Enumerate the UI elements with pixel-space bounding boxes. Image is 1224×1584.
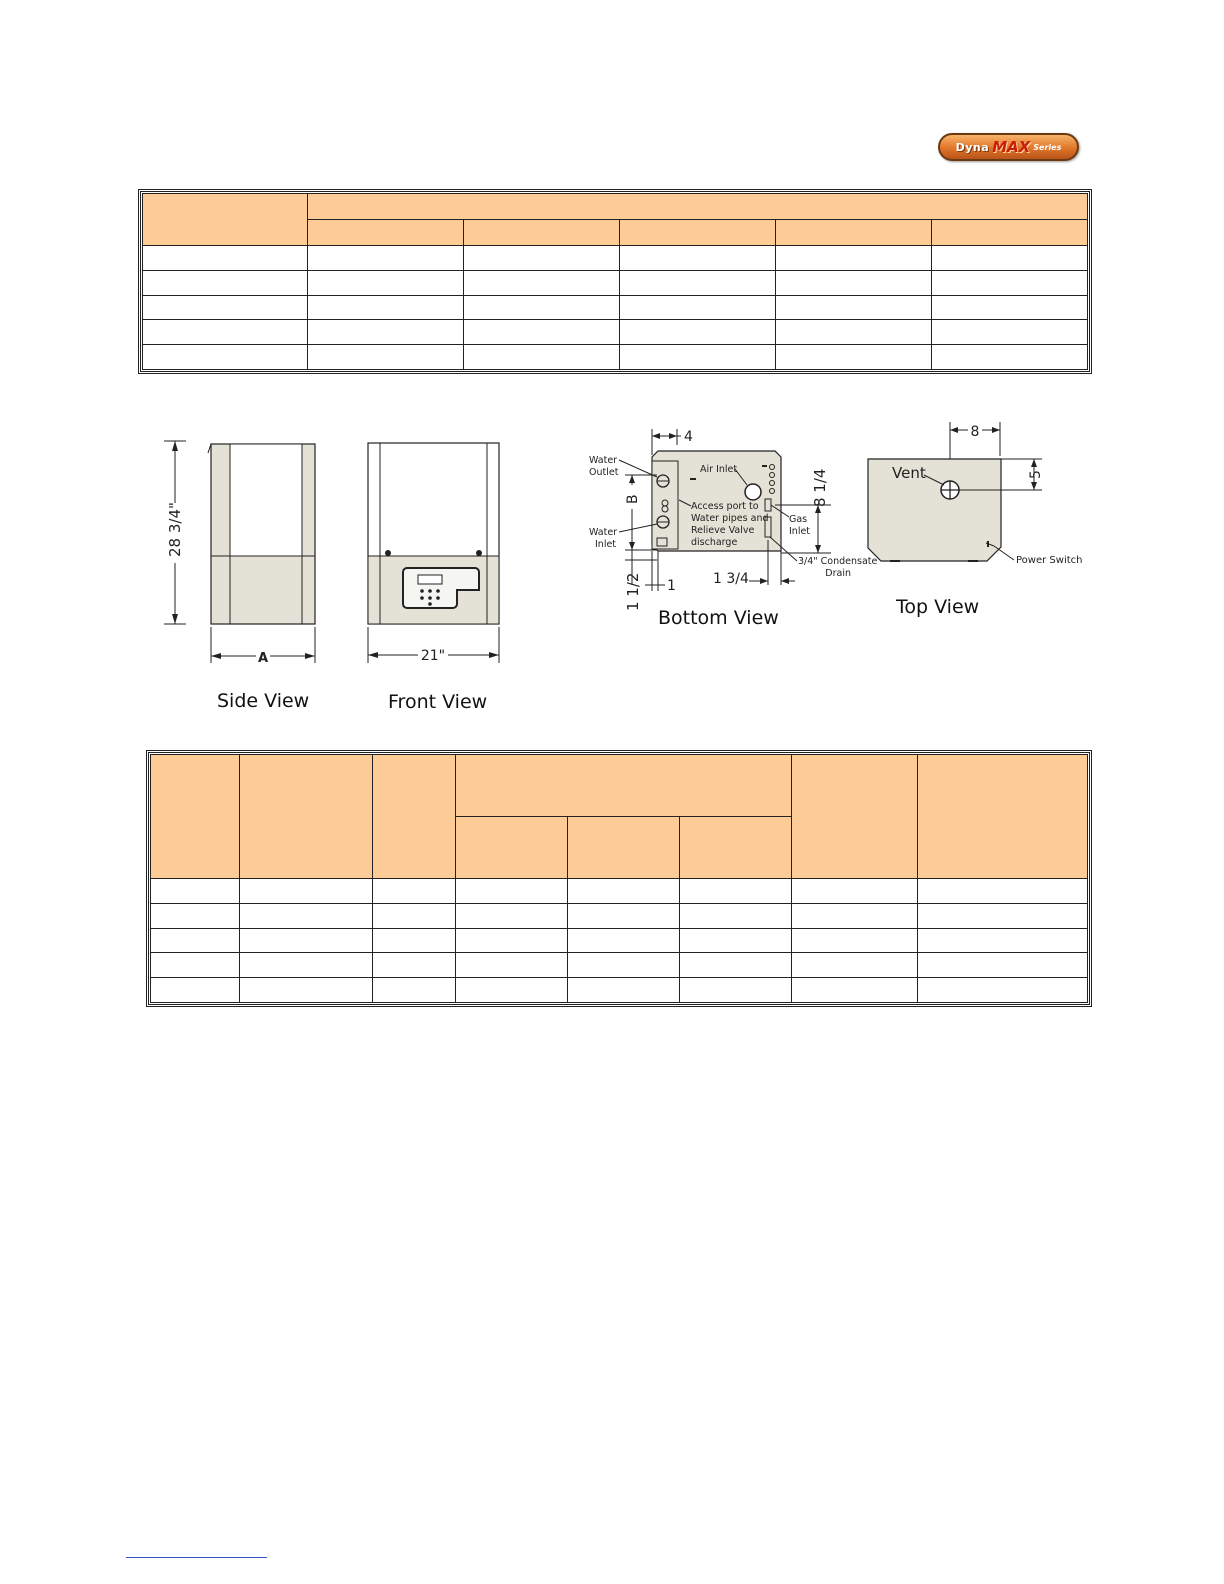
table2-header [151, 755, 240, 879]
top-view-drawing [860, 420, 1090, 585]
vent-label: Vent [892, 464, 926, 482]
side-view-drawing [160, 435, 330, 670]
table-row [143, 246, 1088, 271]
table1-header-group [308, 194, 1088, 220]
bottom-view-label: Bottom View [658, 607, 779, 629]
condensate-line2: Drain [825, 568, 851, 579]
footer-link[interactable] [126, 1557, 267, 1558]
table1-subheader [932, 220, 1088, 246]
svg-text:Water Outlet [589, 455, 620, 478]
water-outlet-line2: Outlet [589, 467, 619, 478]
table2-subheader [680, 817, 792, 879]
logo-text-2: MAX [992, 138, 1031, 156]
table-row [143, 270, 1088, 295]
side-width-dim: A [257, 651, 269, 666]
logo-text-1: Dyna [955, 140, 990, 154]
access-port-line3: Relieve Valve [691, 525, 755, 536]
svg-text:Water Inlet [589, 527, 620, 550]
water-inlet-line2: Inlet [595, 539, 617, 550]
table2-header [240, 755, 373, 879]
table-row [143, 345, 1088, 370]
table2-subheader [568, 817, 680, 879]
power-switch-label: Power Switch [1016, 555, 1083, 566]
dynamax-logo [938, 133, 1079, 161]
table-row [151, 978, 1088, 1003]
access-port-line2: Water pipes and [691, 513, 769, 524]
gas-inlet-line2: Inlet [789, 526, 811, 537]
top-dim-top: 8 [970, 424, 980, 440]
svg-text:Gas Inlet [789, 514, 810, 537]
access-port-line4: discharge [691, 537, 738, 548]
table1-subheader [464, 220, 620, 246]
water-inlet-line1: Water [589, 527, 618, 538]
table-row [143, 320, 1088, 345]
bottom-dim-top: 4 [684, 429, 693, 445]
specs-table-1 [138, 189, 1092, 374]
table1-subheader [308, 220, 464, 246]
top-dim-right: 5 [1028, 470, 1044, 479]
access-port-line1: Access port to [691, 501, 759, 512]
front-width-dim: 21" [420, 648, 446, 664]
air-inlet-label: Air Inlet [700, 464, 738, 475]
bottom-view-drawing [585, 425, 878, 615]
table1-subheader [776, 220, 932, 246]
table2-header [373, 755, 456, 879]
table2-header-group [456, 755, 792, 817]
side-view-label: Side View [217, 690, 310, 712]
table2-header [918, 755, 1088, 879]
table2-header [792, 755, 918, 879]
bottom-dim-right: 8 1/4 [811, 468, 829, 507]
gas-inlet-line1: Gas [789, 514, 808, 525]
side-height-dim: 28 3/4" [166, 502, 184, 557]
front-view-label: Front View [388, 691, 488, 713]
bottom-dim-small: 1 [667, 578, 676, 594]
water-outlet-line1: Water [589, 455, 618, 466]
bottom-dim-mid: 1 3/4 [713, 571, 749, 587]
specs-table-2 [146, 750, 1092, 1007]
logo-text-3: Series [1033, 142, 1062, 152]
table2-subheader [456, 817, 568, 879]
condensate-line1: 3/4" Condensate [798, 556, 878, 567]
table-row [143, 295, 1088, 320]
top-view-label: Top View [896, 596, 980, 618]
table-row [151, 953, 1088, 978]
table-row [151, 928, 1088, 953]
table-row [151, 879, 1088, 904]
table1-header-corner [143, 194, 308, 246]
table-row [151, 903, 1088, 928]
bottom-dim-bottom-left: 1 1/2 [624, 572, 642, 611]
front-view-drawing [362, 435, 507, 670]
bottom-dim-b: B [625, 494, 641, 504]
table1-subheader [620, 220, 776, 246]
